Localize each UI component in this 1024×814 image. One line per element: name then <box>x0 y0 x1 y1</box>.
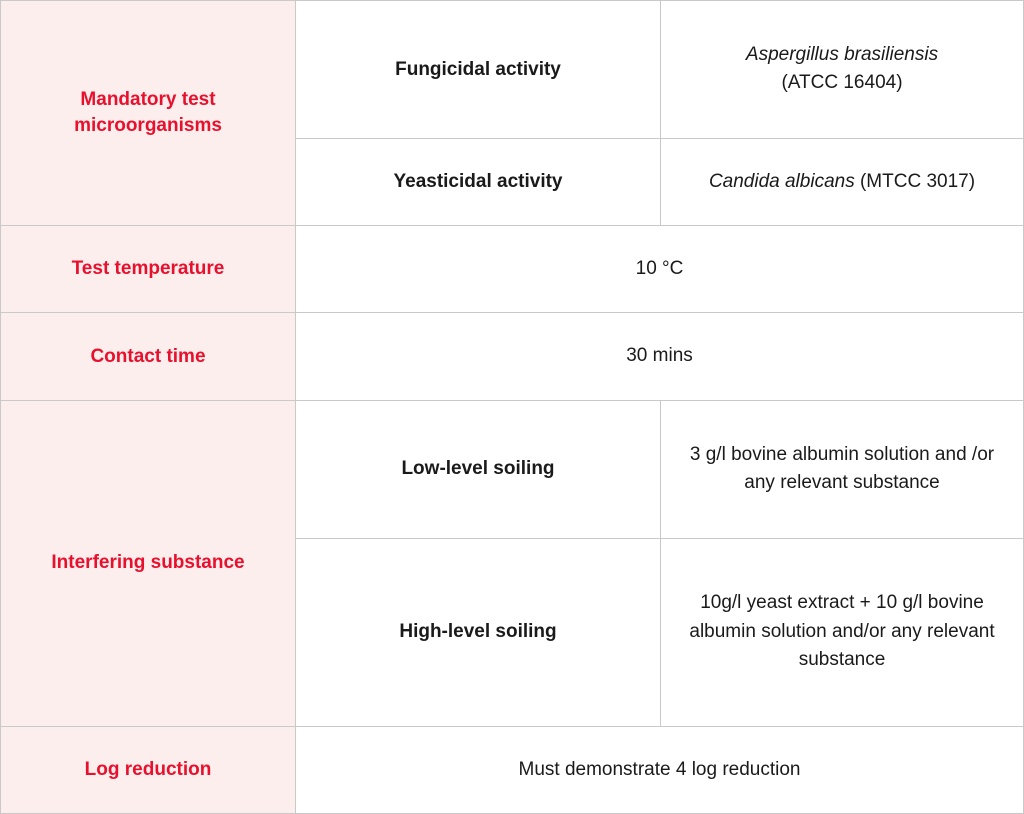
table-row <box>1 226 1024 313</box>
row-label-mandatory-test-microorganisms: Mandatory test microorganisms <box>1 1 296 226</box>
organism-strain-candida: (MTCC 3017) <box>859 170 976 192</box>
cell-high-level-soiling: High-level soiling <box>296 538 661 726</box>
cell-yeasticidal-activity: Yeasticidal activity <box>296 138 661 225</box>
row-label-test-temperature: Test temperature <box>1 226 296 313</box>
cell-test-temperature-value: 10 °C <box>296 226 1024 313</box>
row-label-interfering-substance: Interfering substance <box>1 400 296 726</box>
cell-contact-time-value: 30 mins <box>296 313 1024 400</box>
row-label-contact-time: Contact time <box>1 313 296 400</box>
row-label-log-reduction: Log reduction <box>1 726 296 813</box>
cell-high-level-soiling-value: 10g/l yeast extract + 10 g/l bovine albumin solution and/or any relevant substance <box>661 538 1024 726</box>
cell-yeasticidal-organism <box>661 138 1024 225</box>
organism-name-candida: Candida albicans <box>708 170 860 192</box>
cell-fungicidal-activity: Fungicidal activity <box>296 1 661 139</box>
cell-low-level-soiling: Low-level soiling <box>296 400 661 538</box>
organism-name-aspergillus: Aspergillus brasiliensis <box>745 43 939 65</box>
cell-log-reduction-value: Must demonstrate 4 log reduction <box>296 726 1024 813</box>
table-row <box>1 1 1024 139</box>
table-row <box>1 400 1024 538</box>
table-row <box>1 313 1024 400</box>
cell-fungicidal-organism <box>661 1 1024 139</box>
organism-strain-aspergillus: (ATCC 16404) <box>781 72 903 94</box>
cell-low-level-soiling-value: 3 g/l bovine albumin solution and /or any relevant substance <box>661 400 1024 538</box>
table-row <box>1 726 1024 813</box>
